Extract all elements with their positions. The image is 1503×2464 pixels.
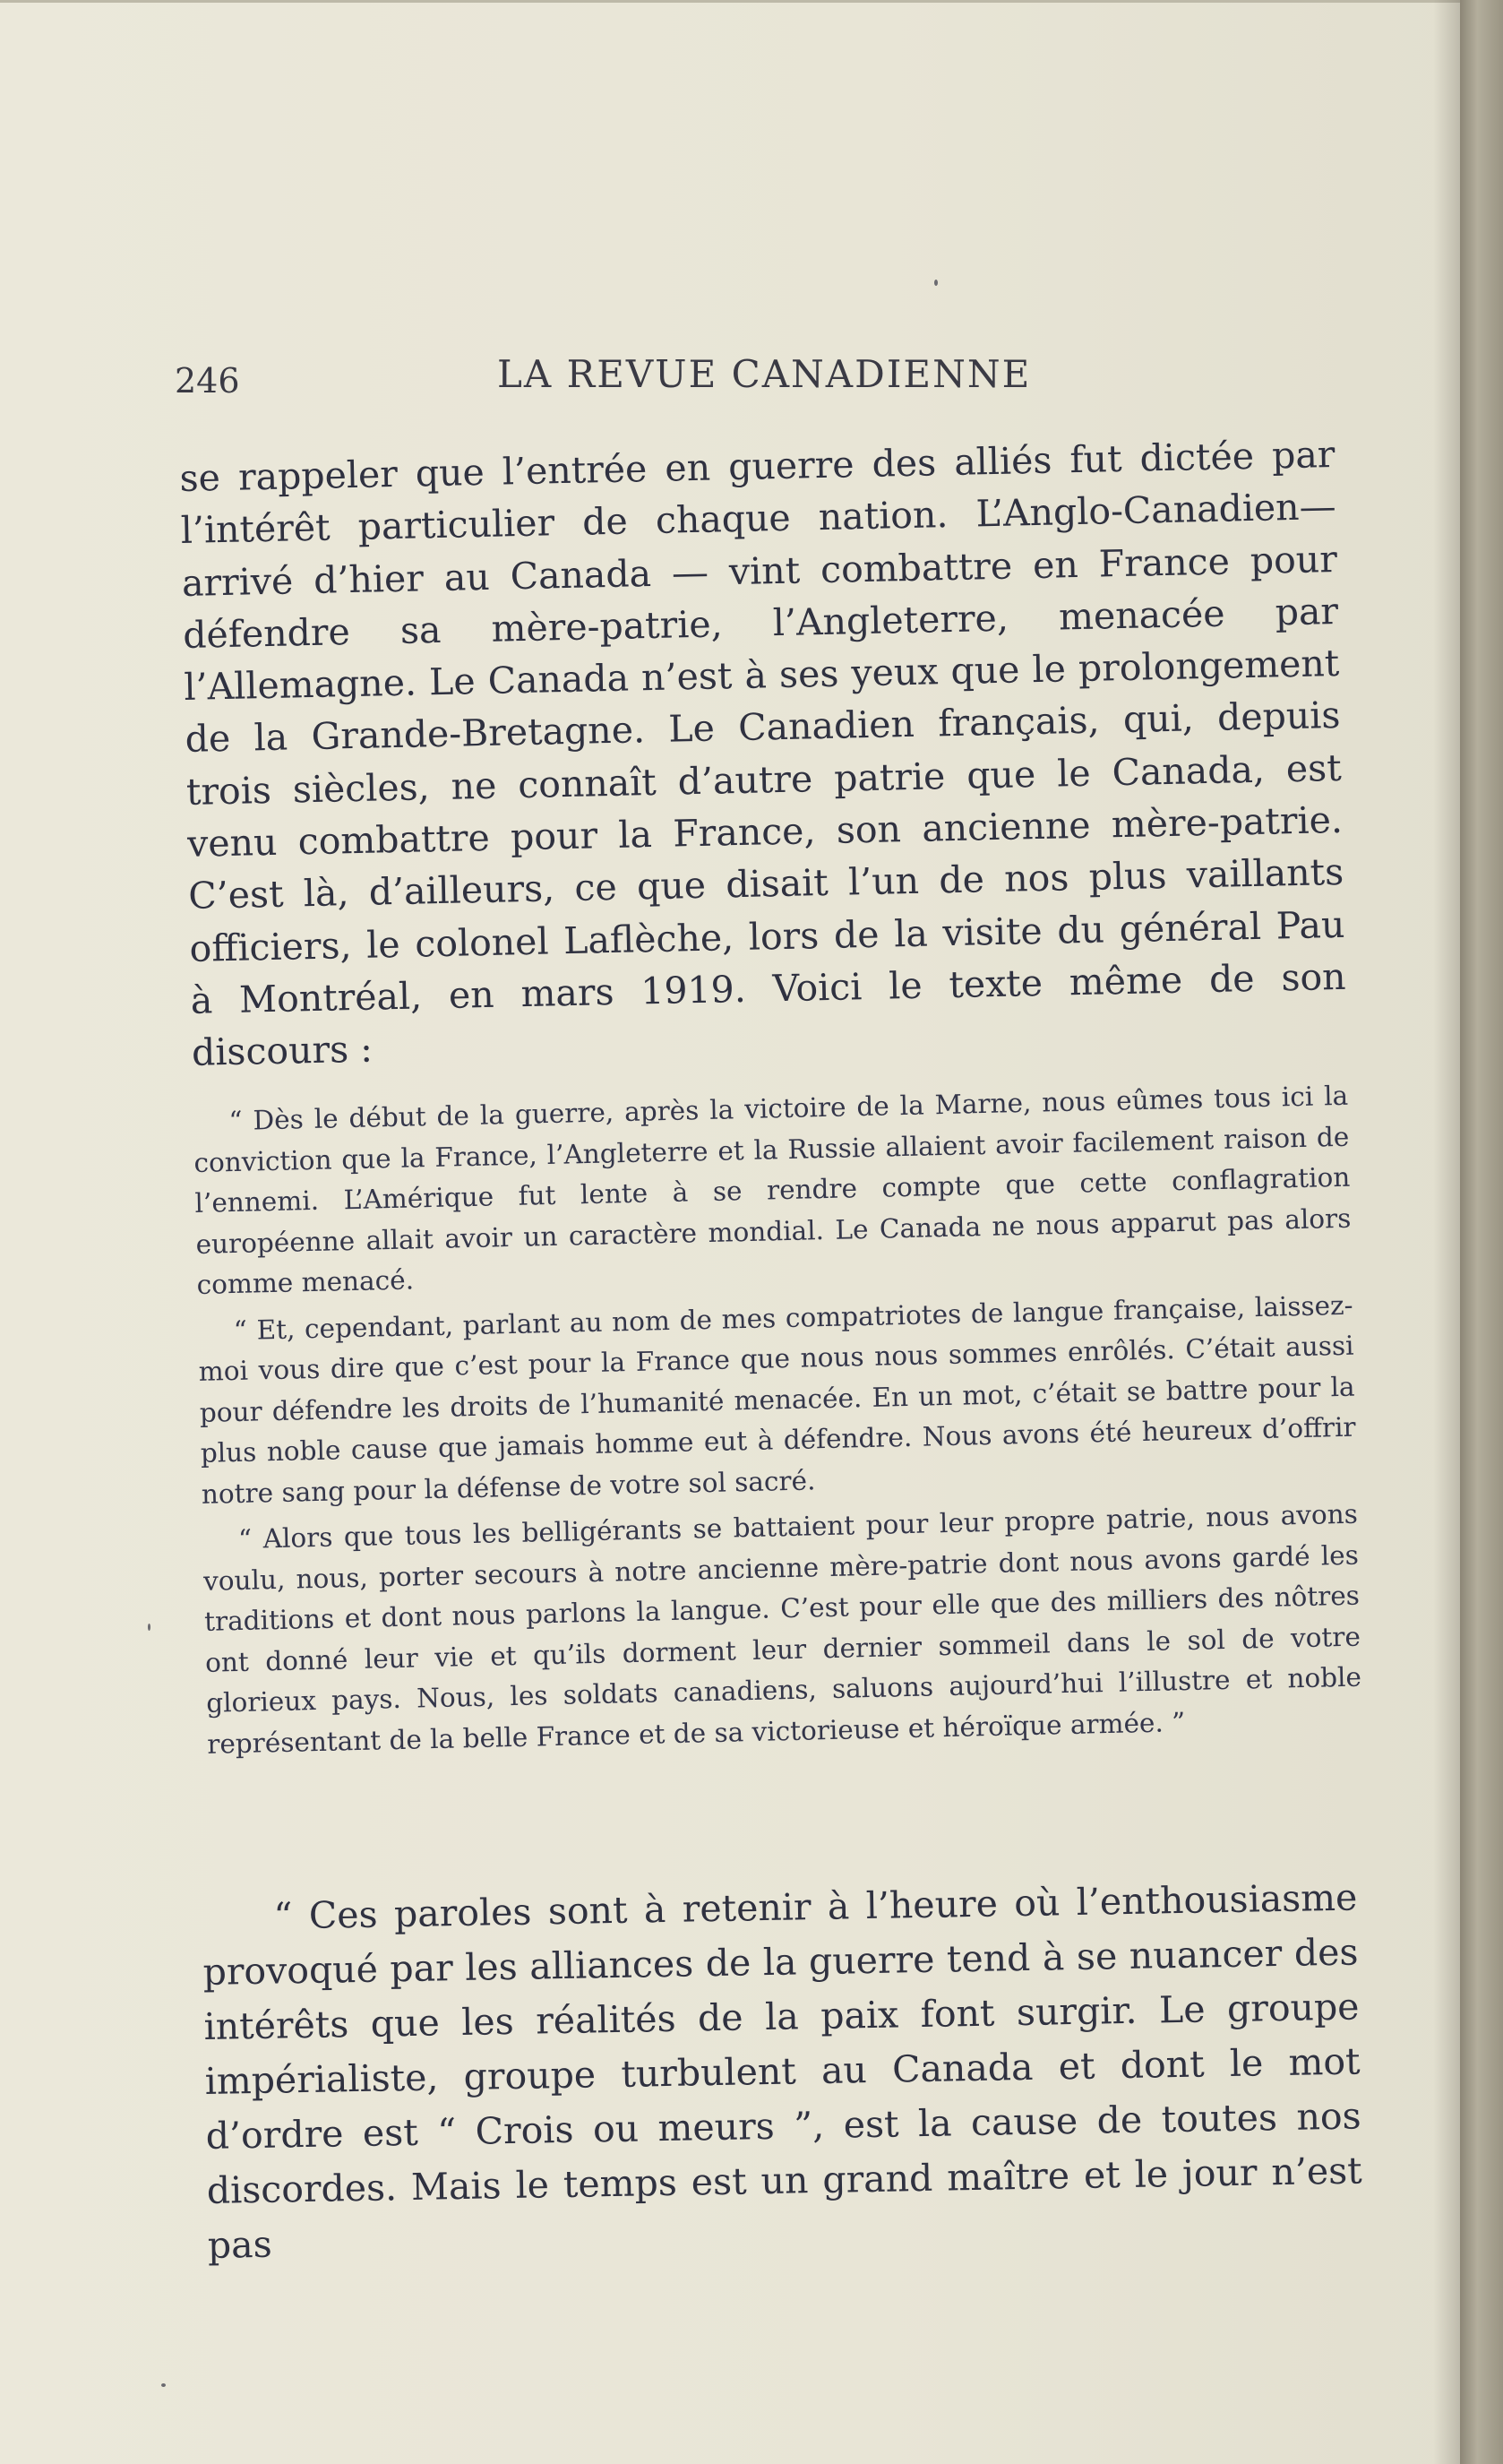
closing-paragraph xyxy=(202,1870,1363,2272)
quote-paragraph-3: “ Alors que tous les belligérants se battaient pour leur propre patrie, nous avons voulu, nous, porter secours à notre ancienne mère-patrie dont nous avons gardé les traditions et dont nous parlons la langue. C’est pour elle que des milliers des nôtres ont donné leur vie et qu’ils dorment leur dernier sommeil dans le sol de votre glorieux pays. Nous, les soldats canadiens, saluons aujourd’hui l’illustre et noble représentant de la belle France et de sa victorieuse et héroïque armée. ” xyxy=(202,1498,1362,1760)
facing-page-edge xyxy=(1460,0,1503,2464)
speech-quote xyxy=(193,1076,1363,1770)
top-edge-line xyxy=(0,0,1460,3)
intro-text: se rappeler que l’entrée en guerre des alliés fut dictée par l’intérêt particulier de chaque nation. L’Anglo-Canadien—arrivé d’hier au Canada — vint combattre en France pour défendre sa mère-patrie, l’Angleterre, menacée par l’Allemagne. Le Canada n’est à ses yeux que le prolongement de la Grande-Bretagne. Le Canadien français, qui, depuis trois siècles, ne connaît d’autre patrie que le Canada, est venu combattre pour la France, son ancienne mère-patrie. C’est là, d’ailleurs, ce que disait l’un de nos plus vaillants officiers, le colonel Laflèche, lors de la visite du général Pau à Montréal, en mars 1919. Voici le texte même de son discours : xyxy=(179,432,1347,1075)
page-number: 246 xyxy=(175,361,240,401)
closing-text: “ Ces paroles sont à retenir à l’heure où l’enthousiasme provoqué par les alliances de la guerre tend à se nuancer des intérêts que les réalités de la paix font surgir. Le groupe impérialiste, groupe turbulent au Canada et dont le mot d’ordre est “ Crois ou meurs ”, est la cause de toutes nos discordes. Mais le temps est un grand maître et le jour n’est pas xyxy=(202,1875,1363,2267)
quote-paragraph-2: “ Et, cependant, parlant au nom de mes compatriotes de langue française, laissez-moi vous dire que c’est pour la France que nous nous sommes enrôlés. C’était aussi pour défendre les droits de l’humanité menacée. En un mot, c’était se battre pour la plus noble cause que jamais homme eut à défendre. Nous avons été heureux d’offrir notre sang pour la défense de votre sol sacré. xyxy=(198,1289,1356,1510)
intro-paragraph xyxy=(179,428,1347,1079)
quote-paragraph-1: “ Dès le début de la guerre, après la victoire de la Marne, nous eûmes tous ici la conviction que la France, l’Angleterre et la Russie allaient avoir facilement raison de l’ennemi. L’Amérique fut lente à se rendre compte que cette conflagration européenne allait avoir un caractère mondial. Le Canada ne nous apparut pas alors comme menacé. xyxy=(193,1080,1352,1300)
ink-speck xyxy=(934,280,938,286)
running-head xyxy=(175,345,1303,399)
ink-speck xyxy=(161,2383,166,2387)
ink-speck xyxy=(148,1624,150,1631)
journal-title: LA REVUE CANADIENNE xyxy=(497,352,1032,396)
